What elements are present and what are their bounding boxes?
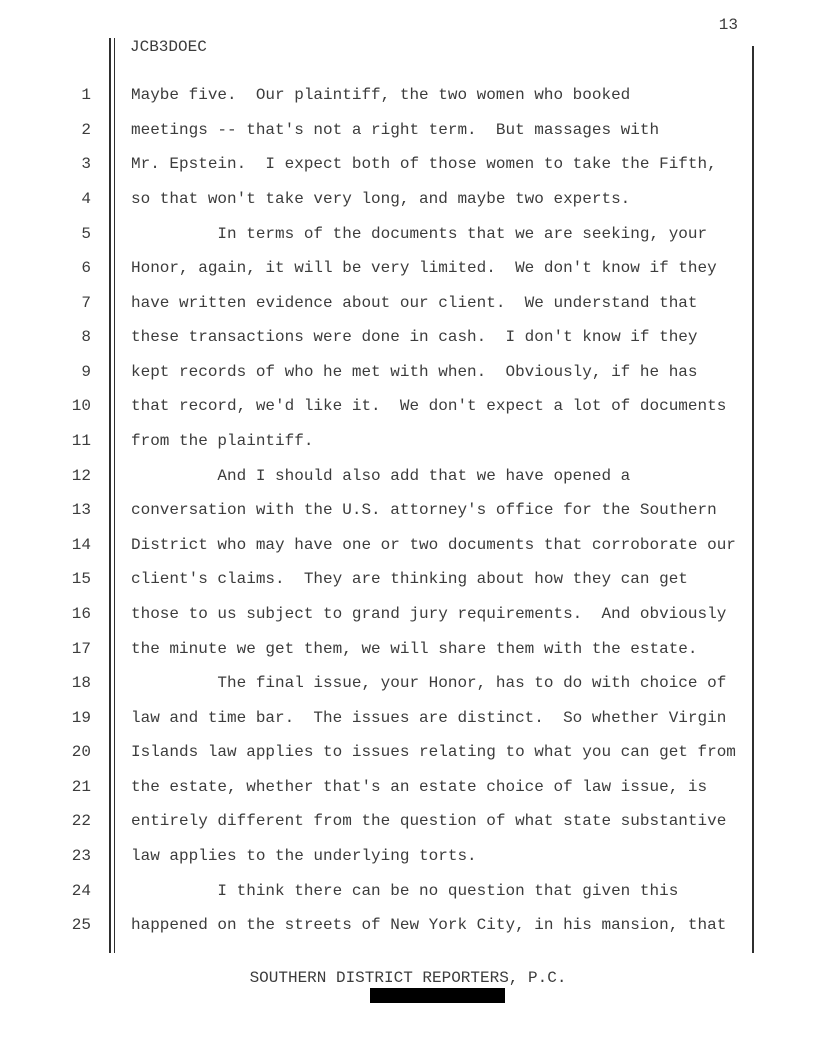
transcript-line (0, 320, 816, 355)
line-number: 1 (81, 86, 91, 105)
transcript-line (0, 389, 816, 424)
line-text: I think there can be no question that given this (131, 881, 679, 900)
line-number: 5 (81, 224, 91, 243)
line-text: law and time bar. The issues are distinct. So whether Virgin (131, 708, 727, 727)
line-number: 9 (81, 362, 91, 381)
line-text: meetings -- that's not a right term. But massages with (131, 120, 660, 139)
transcript-line (0, 597, 816, 632)
line-number: 8 (81, 328, 91, 347)
line-text: that record, we'd like it. We don't expect a lot of documents (131, 397, 727, 416)
line-text: The final issue, your Honor, has to do with choice of (131, 674, 727, 693)
transcript-line (0, 251, 816, 286)
line-text: District who may have one or two documents that corroborate our (131, 535, 736, 554)
transcript-line (0, 700, 816, 735)
line-number: 2 (81, 120, 91, 139)
line-text: Honor, again, it will be very limited. We don't know if they (131, 259, 717, 278)
transcript-line (0, 493, 816, 528)
transcript-line (0, 804, 816, 839)
line-number: 18 (71, 674, 91, 693)
line-text: from the plaintiff. (131, 432, 314, 451)
line-text: so that won't take very long, and maybe two experts. (131, 190, 631, 209)
line-number: 6 (81, 259, 91, 278)
transcript-line (0, 147, 816, 182)
line-text: Maybe five. Our plaintiff, the two women who booked (131, 86, 631, 105)
transcript-line (0, 908, 816, 943)
line-text: client's claims. They are thinking about how they can get (131, 570, 688, 589)
transcript-line (0, 562, 816, 597)
line-text: have written evidence about our client. We understand that (131, 293, 698, 312)
line-number: 12 (71, 466, 91, 485)
line-number: 21 (71, 777, 91, 796)
line-number: 19 (71, 708, 91, 727)
line-number: 3 (81, 155, 91, 174)
line-number: 14 (71, 535, 91, 554)
line-text: Islands law applies to issues relating to what you can get from (131, 743, 736, 762)
transcript-line (0, 839, 816, 874)
line-number: 17 (71, 639, 91, 658)
line-text: the estate, whether that's an estate choice of law issue, is (131, 777, 708, 796)
transcript-line (0, 182, 816, 217)
transcript-line (0, 355, 816, 390)
line-text: entirely different from the question of what state substantive (131, 812, 727, 831)
transcript-line (0, 216, 816, 251)
line-number: 22 (71, 812, 91, 831)
line-text: those to us subject to grand jury requirements. And obviously (131, 604, 727, 623)
line-text: happened on the streets of New York City, in his mansion, that (131, 916, 727, 935)
line-number: 20 (71, 743, 91, 762)
transcript-line (0, 770, 816, 805)
footer-reporter-name: SOUTHERN DISTRICT REPORTERS, P.C. (249, 969, 567, 987)
transcript-line (0, 873, 816, 908)
redaction-bar (370, 988, 505, 1003)
transcript-line (0, 735, 816, 770)
line-text: conversation with the U.S. attorney's office for the Southern (131, 501, 717, 520)
transcript-line (0, 78, 816, 113)
line-text: Mr. Epstein. I expect both of those women to take the Fifth, (131, 155, 717, 174)
line-number: 15 (71, 570, 91, 589)
transcript-line (0, 666, 816, 701)
line-number: 23 (71, 847, 91, 865)
line-text: the minute we get them, we will share them with the estate. (131, 639, 698, 658)
transcript-lines (0, 78, 816, 942)
line-number: 7 (81, 293, 91, 312)
transcript-line (0, 631, 816, 666)
transcript-line (0, 285, 816, 320)
line-text: kept records of who he met with when. Obviously, if he has (131, 362, 698, 381)
line-text: And I should also add that we have opened a (131, 466, 631, 485)
transcript-header-id: JCB3DOEC (130, 38, 207, 56)
line-text: law applies to the underlying torts. (131, 847, 477, 865)
line-number: 4 (81, 190, 91, 209)
line-number: 24 (71, 881, 91, 900)
transcript-line (0, 528, 816, 563)
transcript-line (0, 424, 816, 459)
line-number: 16 (71, 604, 91, 623)
line-number: 13 (71, 501, 91, 520)
transcript-line (0, 113, 816, 148)
page-number: 13 (718, 16, 738, 34)
transcript-line (0, 458, 816, 493)
line-number: 25 (71, 916, 91, 935)
line-text: these transactions were done in cash. I don't know if they (131, 328, 698, 347)
line-number: 11 (71, 432, 91, 451)
line-number: 10 (71, 397, 91, 416)
line-text: In terms of the documents that we are seeking, your (131, 224, 708, 243)
